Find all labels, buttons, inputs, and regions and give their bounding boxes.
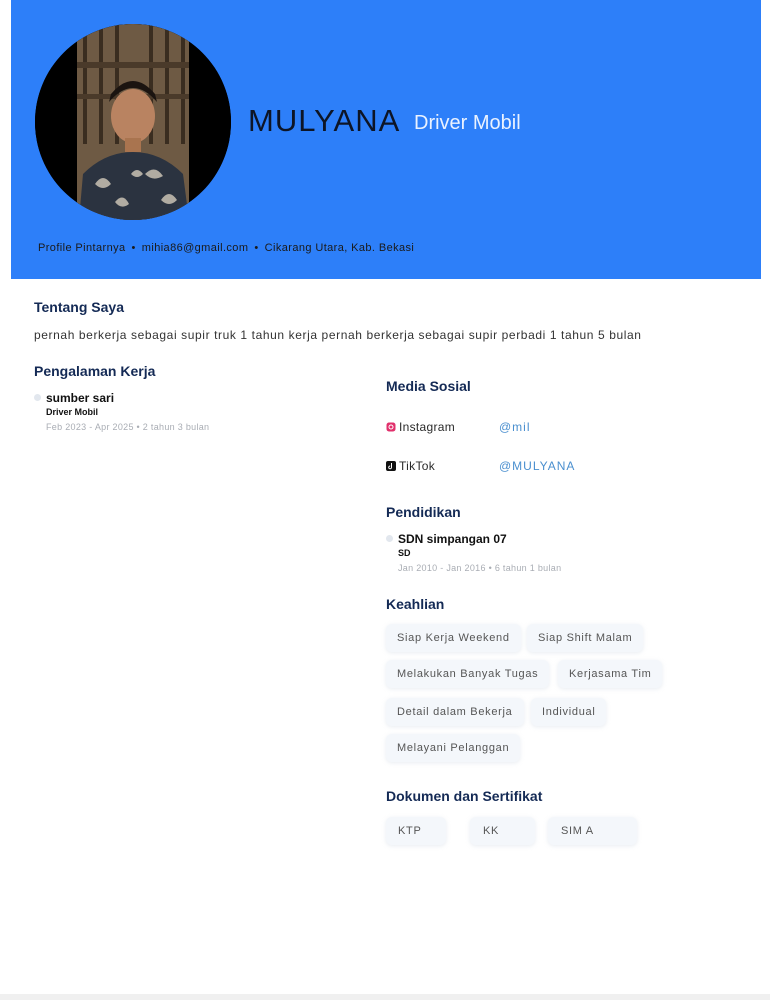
about-heading: Tentang Saya [34, 299, 124, 315]
document-tag[interactable]: SIM A [548, 817, 637, 845]
social-row-instagram [386, 420, 531, 435]
about-text: pernah berkerja sebagai supir truk 1 tahun kerja pernah berkerja sebagai supir perbadi 1 tahun 5 bulan [34, 328, 642, 342]
documents-heading: Dokumen dan Sertifikat [386, 788, 543, 804]
separator-dot: • [254, 242, 259, 254]
education-school: SDN simpangan 07 [398, 532, 507, 546]
social-heading: Media Sosial [386, 378, 471, 394]
skill-tag: Melayani Pelanggan [386, 734, 520, 762]
education-level: SD [398, 548, 411, 558]
contact-line [38, 241, 414, 255]
education-heading: Pendidikan [386, 504, 461, 520]
profile-header [11, 0, 761, 279]
profile-photo [35, 24, 231, 220]
timeline-dot [386, 535, 393, 542]
education-item [386, 532, 686, 578]
skill-tag: Siap Kerja Weekend [386, 624, 521, 652]
social-row-tiktok [386, 459, 576, 474]
social-platform: Instagram [399, 420, 456, 434]
bottom-edge [0, 994, 770, 1000]
experience-company: sumber sari [46, 391, 115, 405]
skill-tag: Individual [531, 698, 606, 726]
experience-heading: Pengalaman Kerja [34, 363, 156, 379]
instagram-icon [386, 421, 396, 435]
skill-tag: Kerjasama Tim [558, 660, 662, 688]
candidate-name: MULYANA [248, 103, 401, 138]
experience-position: Driver Mobil [46, 407, 99, 417]
social-handle[interactable]: @MULYANA [499, 459, 576, 473]
document-tag[interactable]: KTP [386, 817, 446, 845]
social-platform: TikTok [399, 459, 436, 473]
skill-tag: Detail dalam Bekerja [386, 698, 524, 726]
experience-dates: Feb 2023 - Apr 2025 • 2 tahun 3 bulan [46, 422, 210, 432]
skill-tag: Melakukan Banyak Tugas [386, 660, 549, 688]
email-text[interactable]: mihia86@gmail.com [141, 242, 249, 254]
experience-item [34, 391, 334, 437]
profile-link[interactable]: Profile Pintarnya [38, 242, 126, 254]
tiktok-icon [386, 460, 396, 474]
skill-tag: Siap Shift Malam [527, 624, 643, 652]
social-handle[interactable]: @mil [499, 420, 531, 434]
separator-dot: • [131, 242, 136, 254]
skills-heading: Keahlian [386, 596, 445, 612]
location-text: Cikarang Utara, Kab. Bekasi [264, 242, 415, 254]
candidate-role: Driver Mobil [414, 112, 521, 134]
education-dates: Jan 2010 - Jan 2016 • 6 tahun 1 bulan [398, 563, 562, 573]
avatar [35, 24, 231, 220]
document-tag[interactable]: KK [470, 817, 535, 845]
timeline-dot [34, 394, 41, 401]
